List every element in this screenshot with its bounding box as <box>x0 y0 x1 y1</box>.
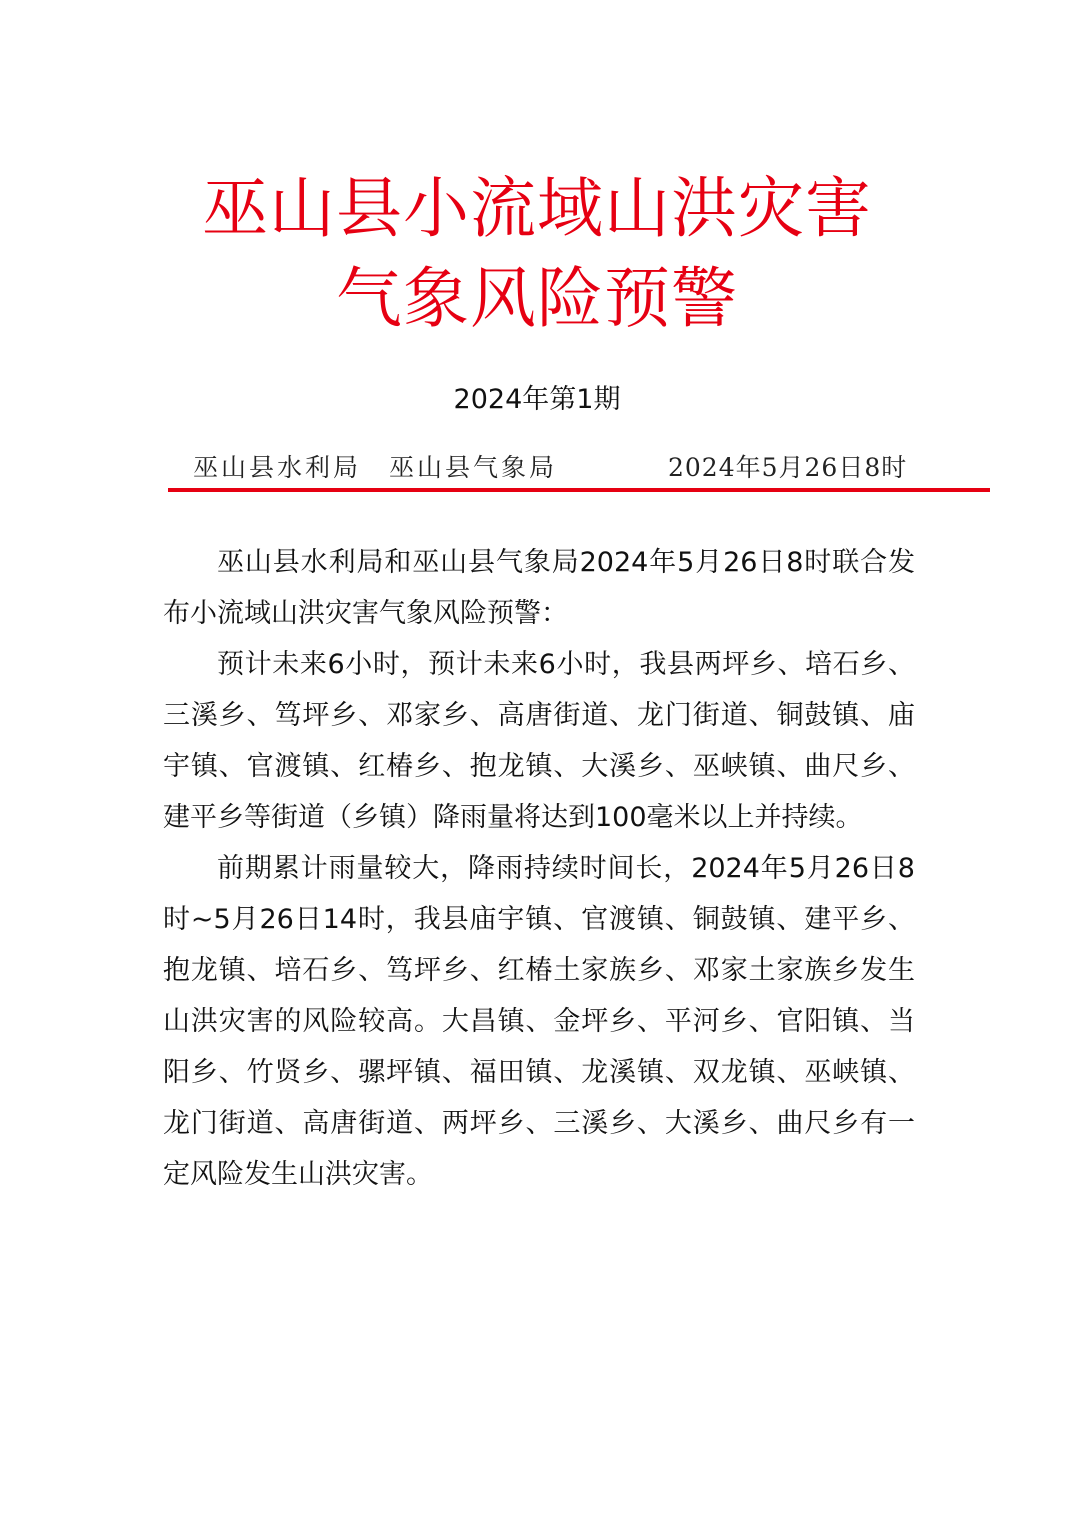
document-title-line-2: 气象风险预警 <box>336 260 738 337</box>
paragraph-forecast: 预计未来6小时，预计未来6小时，我县两坪乡、培石乡、三溪乡、笃坪乡、邓家乡、高唐街道、龙门街道、铜鼓镇、庙宇镇、官渡镇、红椿乡、抱龙镇、大溪乡、巫峡镇、曲尺乡、建平乡等街道（乡镇）降雨量将达到100毫米以上并持续。 <box>163 649 915 833</box>
red-divider <box>168 488 990 492</box>
agency-meteorological-bureau: 巫山县气象局 <box>389 453 558 482</box>
document-title-line-1: 巫山县小流域山洪灾害 <box>202 170 872 247</box>
issue-number: 2024年第1期 <box>453 384 621 415</box>
paragraph-risk: 前期累计雨量较大，降雨持续时间长，2024年5月26日8时~5月26日14时，我县庙宇镇、官渡镇、铜鼓镇、建平乡、抱龙镇、培石乡、笃坪乡、红椿土家族乡、邓家土家族乡发生山洪灾害的风险较高。大昌镇、金坪乡、平河乡、官阳镇、当阳乡、竹贤乡、骡坪镇、福田镇、龙溪镇、双龙镇、巫峡镇、龙门街道、高唐街道、两坪乡、三溪乡、大溪乡、曲尺乡有一定风险发生山洪灾害。 <box>163 853 915 1190</box>
document-body <box>163 537 915 1200</box>
issuing-agencies <box>193 448 557 484</box>
agency-water-bureau: 巫山县水利局 <box>193 453 362 482</box>
issue-datetime: 2024年5月26日8时 <box>668 453 908 482</box>
paragraph-intro: 巫山县水利局和巫山县气象局2024年5月26日8时联合发布小流域山洪灾害气象风险预警： <box>163 547 915 629</box>
